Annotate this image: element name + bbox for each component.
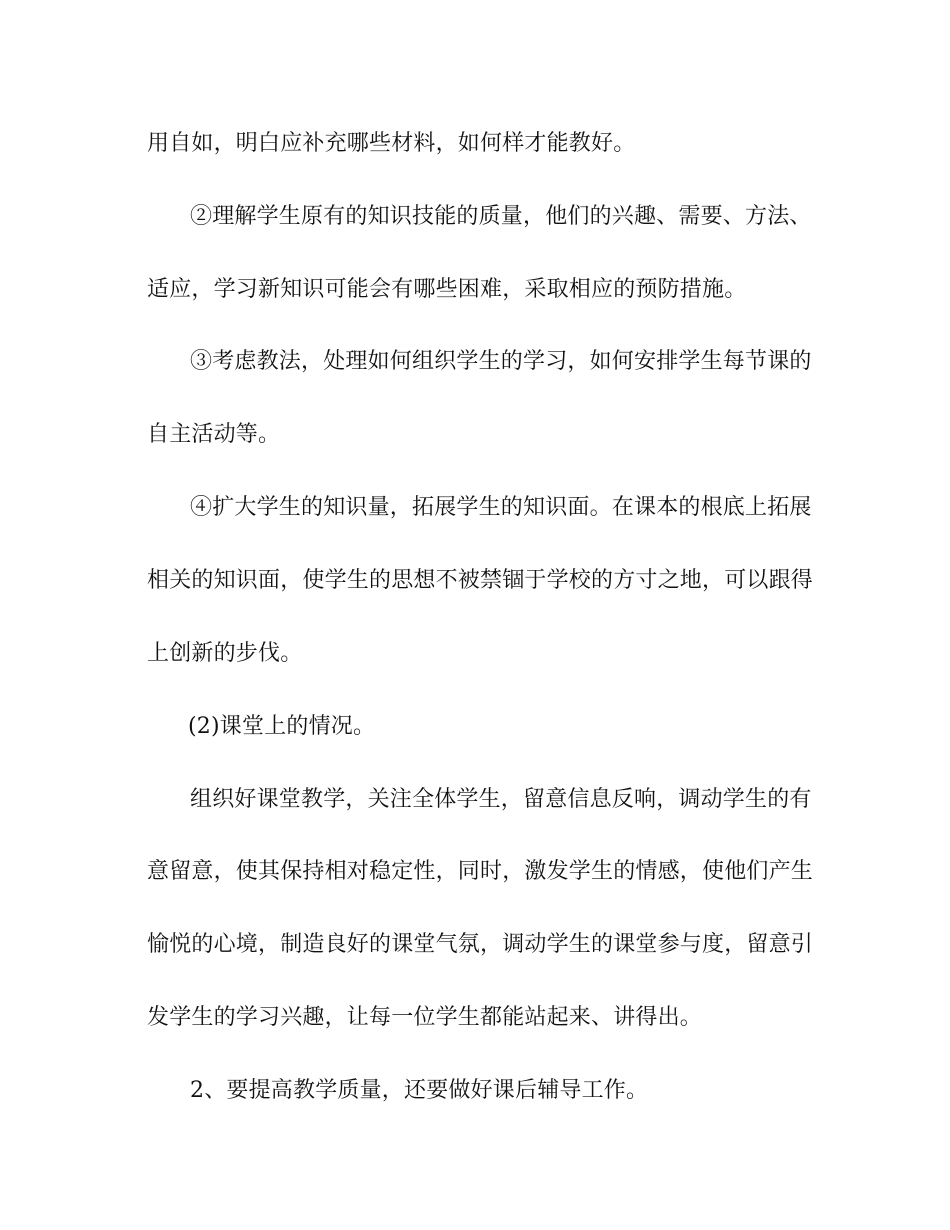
- text-line-12: 愉悦的心境，制造良好的课堂气氛，调动学生的课堂参与度，留意引: [147, 932, 814, 957]
- text-line-13: 发学生的学习兴趣，让每一位学生都能站起来、讲得出。: [147, 1005, 703, 1030]
- text-line-11: 意留意，使其保持相对稳定性，同时，激发学生的情感，使他们产生: [147, 859, 814, 884]
- text-line-3: 适应，学习新知识可能会有哪些困难，采取相应的预防措施。: [147, 277, 747, 302]
- text-line-7: 相关的知识面，使学生的思想不被禁锢于学校的方寸之地，可以跟得: [147, 568, 814, 593]
- text-line-6: ④扩大学生的知识量，拓展学生的知识面。在课本的根底上拓展: [190, 495, 812, 520]
- text-line-2: ②理解学生原有的知识技能的质量，他们的兴趣、需要、方法、: [190, 204, 812, 229]
- text-line-10: 组织好课堂教学，关注全体学生，留意信息反响，调动学生的有: [190, 787, 812, 812]
- text-line-1: 用自如，明白应补充哪些材料，如何样才能教好。: [147, 131, 636, 156]
- section-heading: (2)课堂上的情况。: [188, 714, 376, 739]
- text-line-14: 2、要提高教学质量，还要做好课后辅导工作。: [190, 1078, 649, 1103]
- text-line-8: 上创新的步伐。: [147, 641, 303, 666]
- text-line-4: ③考虑教法，处理如何组织学生的学习，如何安排学生每节课的: [190, 349, 812, 374]
- text-line-5: 自主活动等。: [147, 422, 281, 447]
